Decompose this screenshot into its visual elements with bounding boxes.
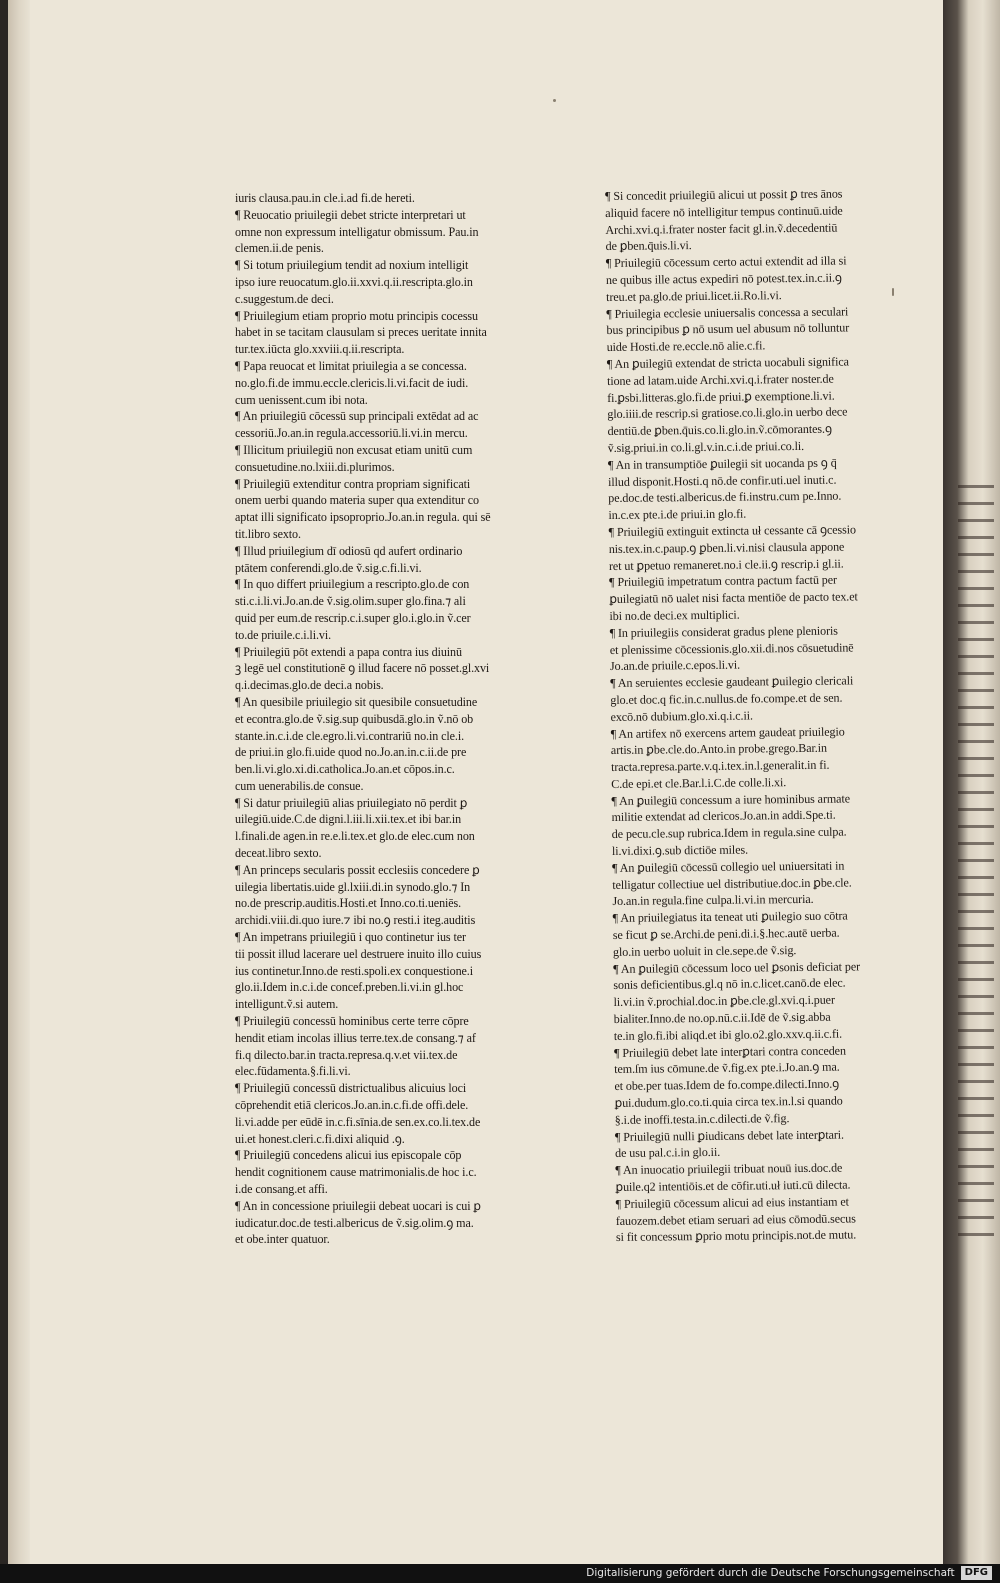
text-line: ¶ Priuilegiū nulli ꝑiudicans debet late interꝑtari. [614, 1127, 844, 1144]
text-line: pe.doc.de testi.albericus.de fi.instru.cum pe.Inno. [608, 488, 842, 506]
text-line: cessoriū.Jo.an.in regula.accessoriū.li.vi.in mercu. [235, 426, 468, 441]
text-line: ¶ Priuilegiū concessū districtualibus alicuius loci [235, 1081, 467, 1096]
text-line: glo.et doc.q fic.in.c.nullus.de fo.compe.et de sen. [610, 690, 843, 707]
text-line: dentiū.de ꝑben.q̄uis.co.li.glo.in.ṽ.cōmorantes.ꝯ [607, 421, 832, 439]
text-line: ¶ An seruientes ecclesie gaudeant ꝑuilegio clericali [610, 673, 854, 691]
text-line: aliquid facere nō intelligitur tempus continuū.uide [605, 203, 843, 220]
text-line: q.i.decimas.glo.de deci.a nobis. [235, 678, 384, 693]
text-line: no.de prescrip.auditis.Hosti.et Inno.co.ti.ueniēs. [235, 896, 462, 911]
text-line: quid per eum.de rescrip.c.i.super glo.i.glo.in ṽ.cer [235, 610, 471, 625]
text-line: ¶ Priuilegiū extenditur contra propriam significati [235, 476, 471, 491]
text-line: C.de epi.et cle.Bar.l.i.C.de colle.li.xi. [611, 775, 787, 791]
text-line: bialiter.Inno.de no.op.nū.c.ii.Idē de ṽ.sig.abba [613, 1009, 831, 1027]
text-line: ¶ An in concessione priuilegii debeat uocari is cui ꝑ [235, 1198, 481, 1213]
text-line: te.in glo.fi.ibi aliqd.et ibi glo.o2.glo.xxv.q.ii.c.fi. [613, 1026, 843, 1043]
text-line: in.c.ex pte.i.de priui.in glo.fi. [608, 506, 747, 523]
text-line: hendit etiam incolas illius terre.tex.de consang.⁊ af [235, 1030, 476, 1045]
text-line: militie extendat ad clericos.Jo.an.in addi.Spe.ti. [611, 808, 836, 825]
text-line: ¶ An ꝑuilegiū concessum a iure hominibus armate [611, 791, 851, 808]
text-line: ¶ Priuilegium etiam proprio motu principis cocessu [235, 308, 478, 323]
text-line: ¶ In priuilegiis considerat gradus plene plenioris [609, 623, 838, 640]
text-line: ¶ Priuilegiū cōcessum certo actui extendit ad illa si [605, 253, 847, 271]
text-line: ꝑuilegiatū nō ualet nisi facta mentiōe de pacto tex.et [609, 589, 858, 607]
text-line: de priui.in glo.fi.uide quod no.Jo.an.in.c.ii.de pre [235, 745, 467, 760]
text-line: tem.ſm ius cōmune.de ṽ.fig.ex pte.i.Jo.an.ꝯ ma. [614, 1060, 840, 1077]
text-line: si fit concessum ꝑprio motu principis.not.de mutu. [615, 1227, 857, 1245]
text-line: hendit cognitionem cause matrimonialis.de hoc i.c. [235, 1165, 477, 1180]
text-line: et econtra.glo.de ṽ.sig.sup quibusdā.glo.in ṽ.nō ob [235, 711, 474, 726]
text-line: onem uerbi quando materia super qua extenditur co [235, 493, 479, 508]
text-line: tit.libro sexto. [235, 526, 301, 541]
right-text-column [605, 185, 914, 1246]
text-line: illud disponit.Hosti.q nō.de confir.uti.uel inuti.c. [608, 472, 837, 489]
text-line: §.i.de inoffi.testa.in.c.dilecti.de ṽ.fig. [614, 1110, 790, 1127]
text-line: ne quibus ille actus expediri nō potest.tex.in.c.ii.ꝯ [605, 270, 842, 287]
text-line: no.glo.fi.de immu.eccle.clericis.li.vi.facit de iudi. [235, 375, 469, 390]
page-stack-edge [8, 0, 30, 1564]
text-line: ¶ Si totum priuilegium tendit ad noxium intelligit [235, 258, 469, 273]
text-line: artis.in ꝑbe.cle.do.Anto.in probe.grego.Bar.in [610, 741, 827, 758]
text-line: tracta.represa.parte.v.q.i.tex.in.l.generalit.in fi. [610, 757, 830, 775]
text-line: aptat illi significato ipsoproprio.Jo.an.in regula. qui sē [235, 510, 491, 525]
text-line: cum uenissent.cum ibi nota. [235, 392, 368, 407]
text-line: ¶ An artifex nō exercens artem gaudeat priuilegio [610, 724, 845, 741]
text-line: ¶ An ꝑuilegiū cōcessum loco uel ꝑsonis deficiat per [613, 959, 861, 976]
text-line: ui.et honest.cleri.c.fi.dixi aliquid .ꝯ. [235, 1131, 405, 1146]
text-line: et plenissime cōcessionis.glo.xii.di.nos cōsuetudinē [609, 639, 854, 657]
text-line: ¶ Si datur priuilegiū alias priuilegiato nō perdit ꝑ [235, 795, 468, 810]
text-line: ¶ An priuilegiū cōcessū sup principali extēdat ad ac [235, 409, 479, 424]
text-line: ben.li.vi.glo.xi.di.catholica.Jo.an.et cōpos.in.c. [235, 762, 455, 777]
text-line: ptātem conferendi.glo.de ṽ.sig.c.fi.li.vi. [235, 560, 422, 575]
text-line: excō.nō dubium.glo.xi.q.i.c.ii. [610, 708, 753, 724]
footer-bar [0, 1564, 1000, 1583]
text-line: i.de consang.et affi. [235, 1182, 328, 1197]
text-line: ¶ An quesibile priuilegio sit quesibile consuetudine [235, 694, 478, 709]
text-line: ¶ Priuilegiū impetratum contra pactum factū per [609, 572, 838, 590]
text-line: tur.tex.iūcta glo.xxviii.q.ii.rescripta. [235, 342, 405, 357]
text-line: telligatur collectiue uel distributiue.doc.in ꝑbe.cle. [612, 875, 852, 892]
text-line: ꝑui.dudum.glo.co.ti.quia circa tex.in.l.si quando [614, 1093, 843, 1110]
text-line: Jo.an.in regula.fine culpa.li.vi.in mercuria. [612, 892, 814, 909]
text-line: ¶ An inuocatio priuilegii tribuat nouū ius.doc.de [615, 1160, 843, 1178]
text-line: de ꝑben.q̄uis.li.vi. [605, 238, 692, 254]
text-line: ¶ An ꝑuilegiū extendat de stricta uocabuli significa [606, 354, 849, 371]
text-line: ¶ Priuilegiū concessū hominibus certe terre cōpre [235, 1014, 469, 1029]
text-line: clemen.ii.de penis. [235, 241, 324, 256]
text-line: ¶ Priuilegiū cōcessum alicui ad eius instantiam et [615, 1194, 849, 1211]
text-line: ṽ.sig.priui.in co.li.gl.v.in.c.i.de priui.co.li. [607, 438, 805, 455]
text-line: iuris clausa.pau.in cle.i.ad fi.de hereti. [235, 191, 415, 205]
paper-speck [553, 99, 556, 102]
text-line: ¶ An in transumptiōe ꝑuilegii sit uocanda ps ꝯ q̄ [607, 455, 837, 472]
text-line: sti.c.i.li.vi.Jo.an.de ṽ.sig.olim.super glo.fina.⁊ ali [235, 594, 466, 609]
text-line: ¶ Priuilegia ecclesie uniuersalis concessa a seculari [606, 304, 849, 321]
text-line: tione ad latam.uide Archi.xvi.q.i.frater noster.de [606, 371, 834, 388]
text-line: se ficut ꝑ se.Archi.de peni.di.i.§.hec.autē uerba. [612, 925, 840, 943]
text-line: treu.et pa.glo.de priui.licet.ii.Ro.li.vi. [606, 287, 782, 304]
text-line: ¶ An impetrans priuilegiū i quo continetur ius ter [235, 930, 466, 945]
text-line: ¶ Papa reuocat et limitat priuilegia a se concessa. [235, 358, 467, 373]
text-line: ¶ Illud priuilegium dī odiosū qd aufert ordinario [235, 543, 463, 558]
text-line: iudicatur.doc.de testi.albericus de ṽ.sig.olim.ꝯ ma. [235, 1215, 474, 1230]
text-line: Archi.xvi.q.i.frater noster facit gl.in.ṽ.decedentiū [605, 220, 838, 237]
text-line: et obe.inter quatuor. [235, 1232, 330, 1247]
text-line: l.finali.de agen.in re.e.li.tex.et glo.de elec.cum non [235, 829, 475, 844]
text-line: cum uenerabilis.de consue. [235, 778, 364, 793]
text-line: ¶ Priuilegiū debet late interꝑtari contra conceden [613, 1043, 846, 1060]
text-line: fi.q dilecto.bar.in tracta.represa.q.v.et vii.tex.de [235, 1047, 458, 1062]
text-line: fauozem.debet etiam seruari ad eius cōmodū.secus [615, 1211, 856, 1228]
text-line: li.vi.in ṽ.prochial.doc.in ꝑbe.cle.gl.xvi.q.i.puer [613, 992, 835, 1010]
text-line: cōprehendit etiā clericos.Jo.an.in.c.fi.de offi.dele. [235, 1098, 469, 1113]
text-line: omne non expressum intelligatur obmissum. Pau.in [235, 224, 479, 239]
text-line: ¶ Illicitum priuilegiū non excusat etiam unitū cum [235, 442, 473, 457]
text-line: nis.tex.in.c.paup.ꝯ ꝑben.li.vi.nisi clausula appone [608, 539, 845, 556]
text-line: ¶ An princeps secularis possit ecclesiis concedere ꝑ [235, 862, 480, 877]
text-line: elec.fūdamenta.§.fi.li.vi. [235, 1064, 351, 1079]
text-line: Jo.an.de priuile.c.epos.li.vi. [609, 657, 741, 674]
text-line: habet in se tacitam clausulam si preces ueritate innita [235, 325, 487, 340]
text-line: stante.in.c.i.de cle.egro.li.vi.contrariū no.in cle.i. [235, 728, 465, 743]
dfg-logo: DFG [961, 1566, 992, 1580]
text-line: ipso iure reuocatum.glo.ii.xxvi.q.ii.rescripta.glo.in [235, 274, 473, 289]
text-line: glo.in uerbo uoluit in cle.sepe.de ṽ.sig. [612, 942, 797, 959]
text-line: de pecu.cle.sup rubrica.Idem in regula.sine culpa. [611, 824, 847, 842]
text-line: li.vi.adde per eūdē in.c.fi.sīnia.de sen.ex.co.li.tex.de [235, 1114, 481, 1129]
text-line: li.vi.dixi.ꝯ.sub dictiōe miles. [611, 842, 749, 859]
text-line: uilegiū.uide.C.de digni.l.iii.li.xii.tex.et ibi bar.in [235, 812, 462, 827]
text-line: ꝫ legē uel constitutionē ꝯ illud facere nō posset.gl.xvi [235, 661, 490, 676]
text-line: ¶ Priuilegiū concedens alicui ius episcopale cōp [235, 1148, 462, 1163]
text-line: ¶ Priuilegiū extinguit extincta uł cessante cā ꝯcessio [608, 522, 856, 539]
left-text-column [235, 190, 535, 1248]
text-line: ¶ Priuilegiū pōt extendi a papa contra ius diuinū [235, 644, 462, 659]
text-line: uide Hosti.de re.eccle.nō alie.c.fi. [606, 338, 766, 355]
text-line: ¶ Si concedit priuilegiū alicui ut possit ꝑ tres ānos [605, 186, 843, 203]
text-line: archidi.viii.di.quo iure.⁊ ibi no.ꝯ resti.i iteg.auditis [235, 913, 476, 928]
text-line: ret ut ꝑpetuo remaneret.no.i cle.ii.ꝯ rescrip.i gl.ii. [608, 556, 844, 573]
text-line: uilegia libertatis.uide gl.lxiii.di.in synodo.glo.⁊ In [235, 879, 471, 894]
text-line: intelligunt.ṽ.si autem. [235, 997, 339, 1012]
text-line: ¶ In quo differt priuilegium a rescripto.glo.de con [235, 577, 470, 592]
text-line: ¶ An ꝑuilegiū cōcessū collegio uel uniuersitati in [612, 858, 845, 875]
text-line: consuetudine.no.lxiii.di.plurimos. [235, 459, 395, 474]
text-line: bus principibus ꝑ nō usum uel abusum nō tolluntur [606, 320, 850, 338]
text-line: fi.ꝑsbi.litteras.glo.fi.de priui.ꝑ exemptione.li.vi. [607, 388, 835, 405]
text-line: sonis deficientibus.gl.q nō in.c.licet.canō.de elec. [613, 975, 846, 993]
text-line: deceat.libro sexto. [235, 846, 322, 861]
facing-page-text-fragment [958, 478, 994, 1238]
text-line: et obe.per tuas.Idem de fo.compe.dilecti.Inno.ꝯ [614, 1076, 840, 1094]
text-line: to.de priuile.c.i.li.vi. [235, 627, 332, 642]
text-line: tii possit illud lacerare uel destruere inuito illo cuius [235, 946, 482, 961]
text-line: glo.iiii.de rescrip.si gratiose.co.li.glo.in uerbo dece [607, 404, 848, 422]
text-line: glo.ii.Idem in.c.i.de concef.preben.li.vi.in gl.hoc [235, 980, 464, 995]
text-line: ꝑuile.q2 intentiōis.et de cōfir.uti.uł iuti.cū dilecta. [615, 1177, 851, 1194]
funding-notice: Digitalisierung gefördert durch die Deutsche Forschungsgemeinschaft [586, 1567, 955, 1579]
text-line: ¶ An priuilegiatus ita teneat uti ꝑuilegio suo cōtra [612, 908, 848, 926]
text-line: de usu pal.c.i.in glo.ii. [615, 1145, 721, 1161]
text-line: c.suggestum.de deci. [235, 291, 334, 306]
text-line: ¶ Reuocatio priuilegii debet stricte interpretari ut [235, 207, 466, 222]
text-line: ibi no.de deci.ex multiplici. [609, 607, 740, 623]
text-line: ius continetur.Inno.de resti.spoli.ex conquestione.i [235, 963, 473, 978]
